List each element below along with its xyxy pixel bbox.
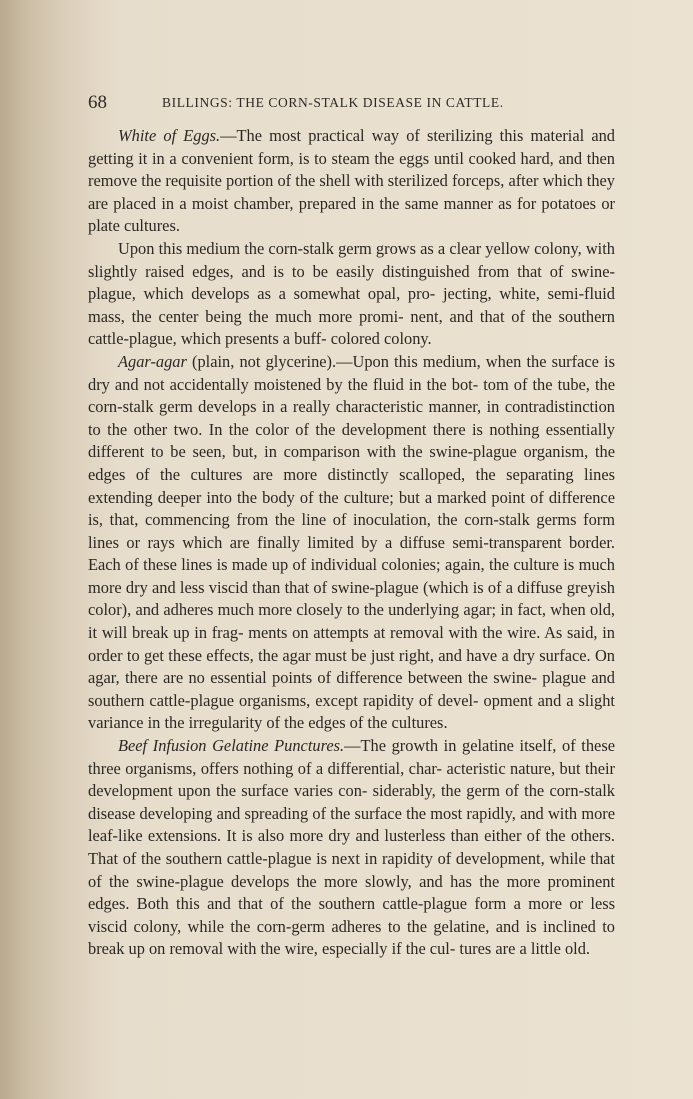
paragraph-egg-growth: [88, 238, 615, 351]
page-header: [88, 92, 618, 114]
body-text: [88, 125, 615, 961]
paragraph-gelatine-punctures: [88, 735, 615, 961]
section-heading: White of Eggs.: [118, 126, 221, 145]
section-heading: Agar-agar: [118, 351, 187, 371]
section-heading: Beef Infusion Gelatine Punctures.: [118, 736, 345, 756]
paragraph-text: Upon this medium the corn-stalk germ grows as a clear yellow colony, with slightly raised edges, and is to be easily distinguished from that of swine-plague, which develops as a somewhat opal, pro- jecting, white, semi-fluid mass, the center being the much more promi- nent, and that of the southern cattle-plague, which presents a buff- colored colony.: [88, 238, 615, 349]
paragraph-white-of-eggs: [88, 125, 615, 238]
page-number: 68: [88, 92, 107, 113]
paragraph-agar-agar: [88, 351, 615, 735]
paragraph-text: —The most practical way of sterilizing this material and getting it in a convenient form, is to steam the eggs until cooked hard, and then remove the requisite portion of the shell with sterilized forceps, after which they are placed in a moist chamber, prepared in the same manner as for potatoes or plate cultures.: [88, 126, 616, 236]
paragraph-text: —The growth in gelatine itself, of these three organisms, offers nothing of a differential, char- acteristic nature, but their development upon the surface varies con- siderably, the germ of the corn-stalk disease developing and spreading of the surface the most rapidly, and with more leaf-like extensions. It is also more dry and lusterless than either of the others. That of the southern cattle-plague is next in rapidity of development, while that of the swine-plague develops the more slowly, and has the more prominent edges. Both this and that of the southern cattle-plague form a more or less viscid colony, while the corn-germ adheres to the gelatine, and is inclined to break up on removal with the wire, especially if the cul- tures are a little old.: [88, 736, 615, 959]
paragraph-text: (plain, not glycerine).—Upon this medium, when the surface is dry and not accidentally moistened by the fluid in the bot- tom of the tube, the corn-stalk germ develops in a really characteristic manner, in contradistinction to the other two. In the color of the development there is nothing essentially different to be seen, but, in comparison with the swine-plague organism, the edges of the cultures are more distinctly scalloped, the separating lines extending deeper into the body of the culture; but a marked point of difference is, that, commencing from the line of inoculation, the corn-stalk germs form lines or rays which are finally limited by a diffuse semi-transparent border. Each of these lines is made up of individual colonies; again, the culture is much more dry and less viscid than that of swine-plague (which is of a diffuse greyish color), and adheres much more closely to the underlying agar; in fact, when old, it will break up in frag- ments on attempts at removal with the wire. As said, in order to get these effects, the agar must be just right, and have a dry surface. On agar, there are no essential points of difference between the swine- plague and southern cattle-plague organisms, except rapidity of devel- opment and a slight variance in the irregularity of the edges of the cultures.: [88, 351, 615, 733]
running-head: BILLINGS: THE CORN-STALK DISEASE IN CATTLE.: [162, 95, 504, 110]
